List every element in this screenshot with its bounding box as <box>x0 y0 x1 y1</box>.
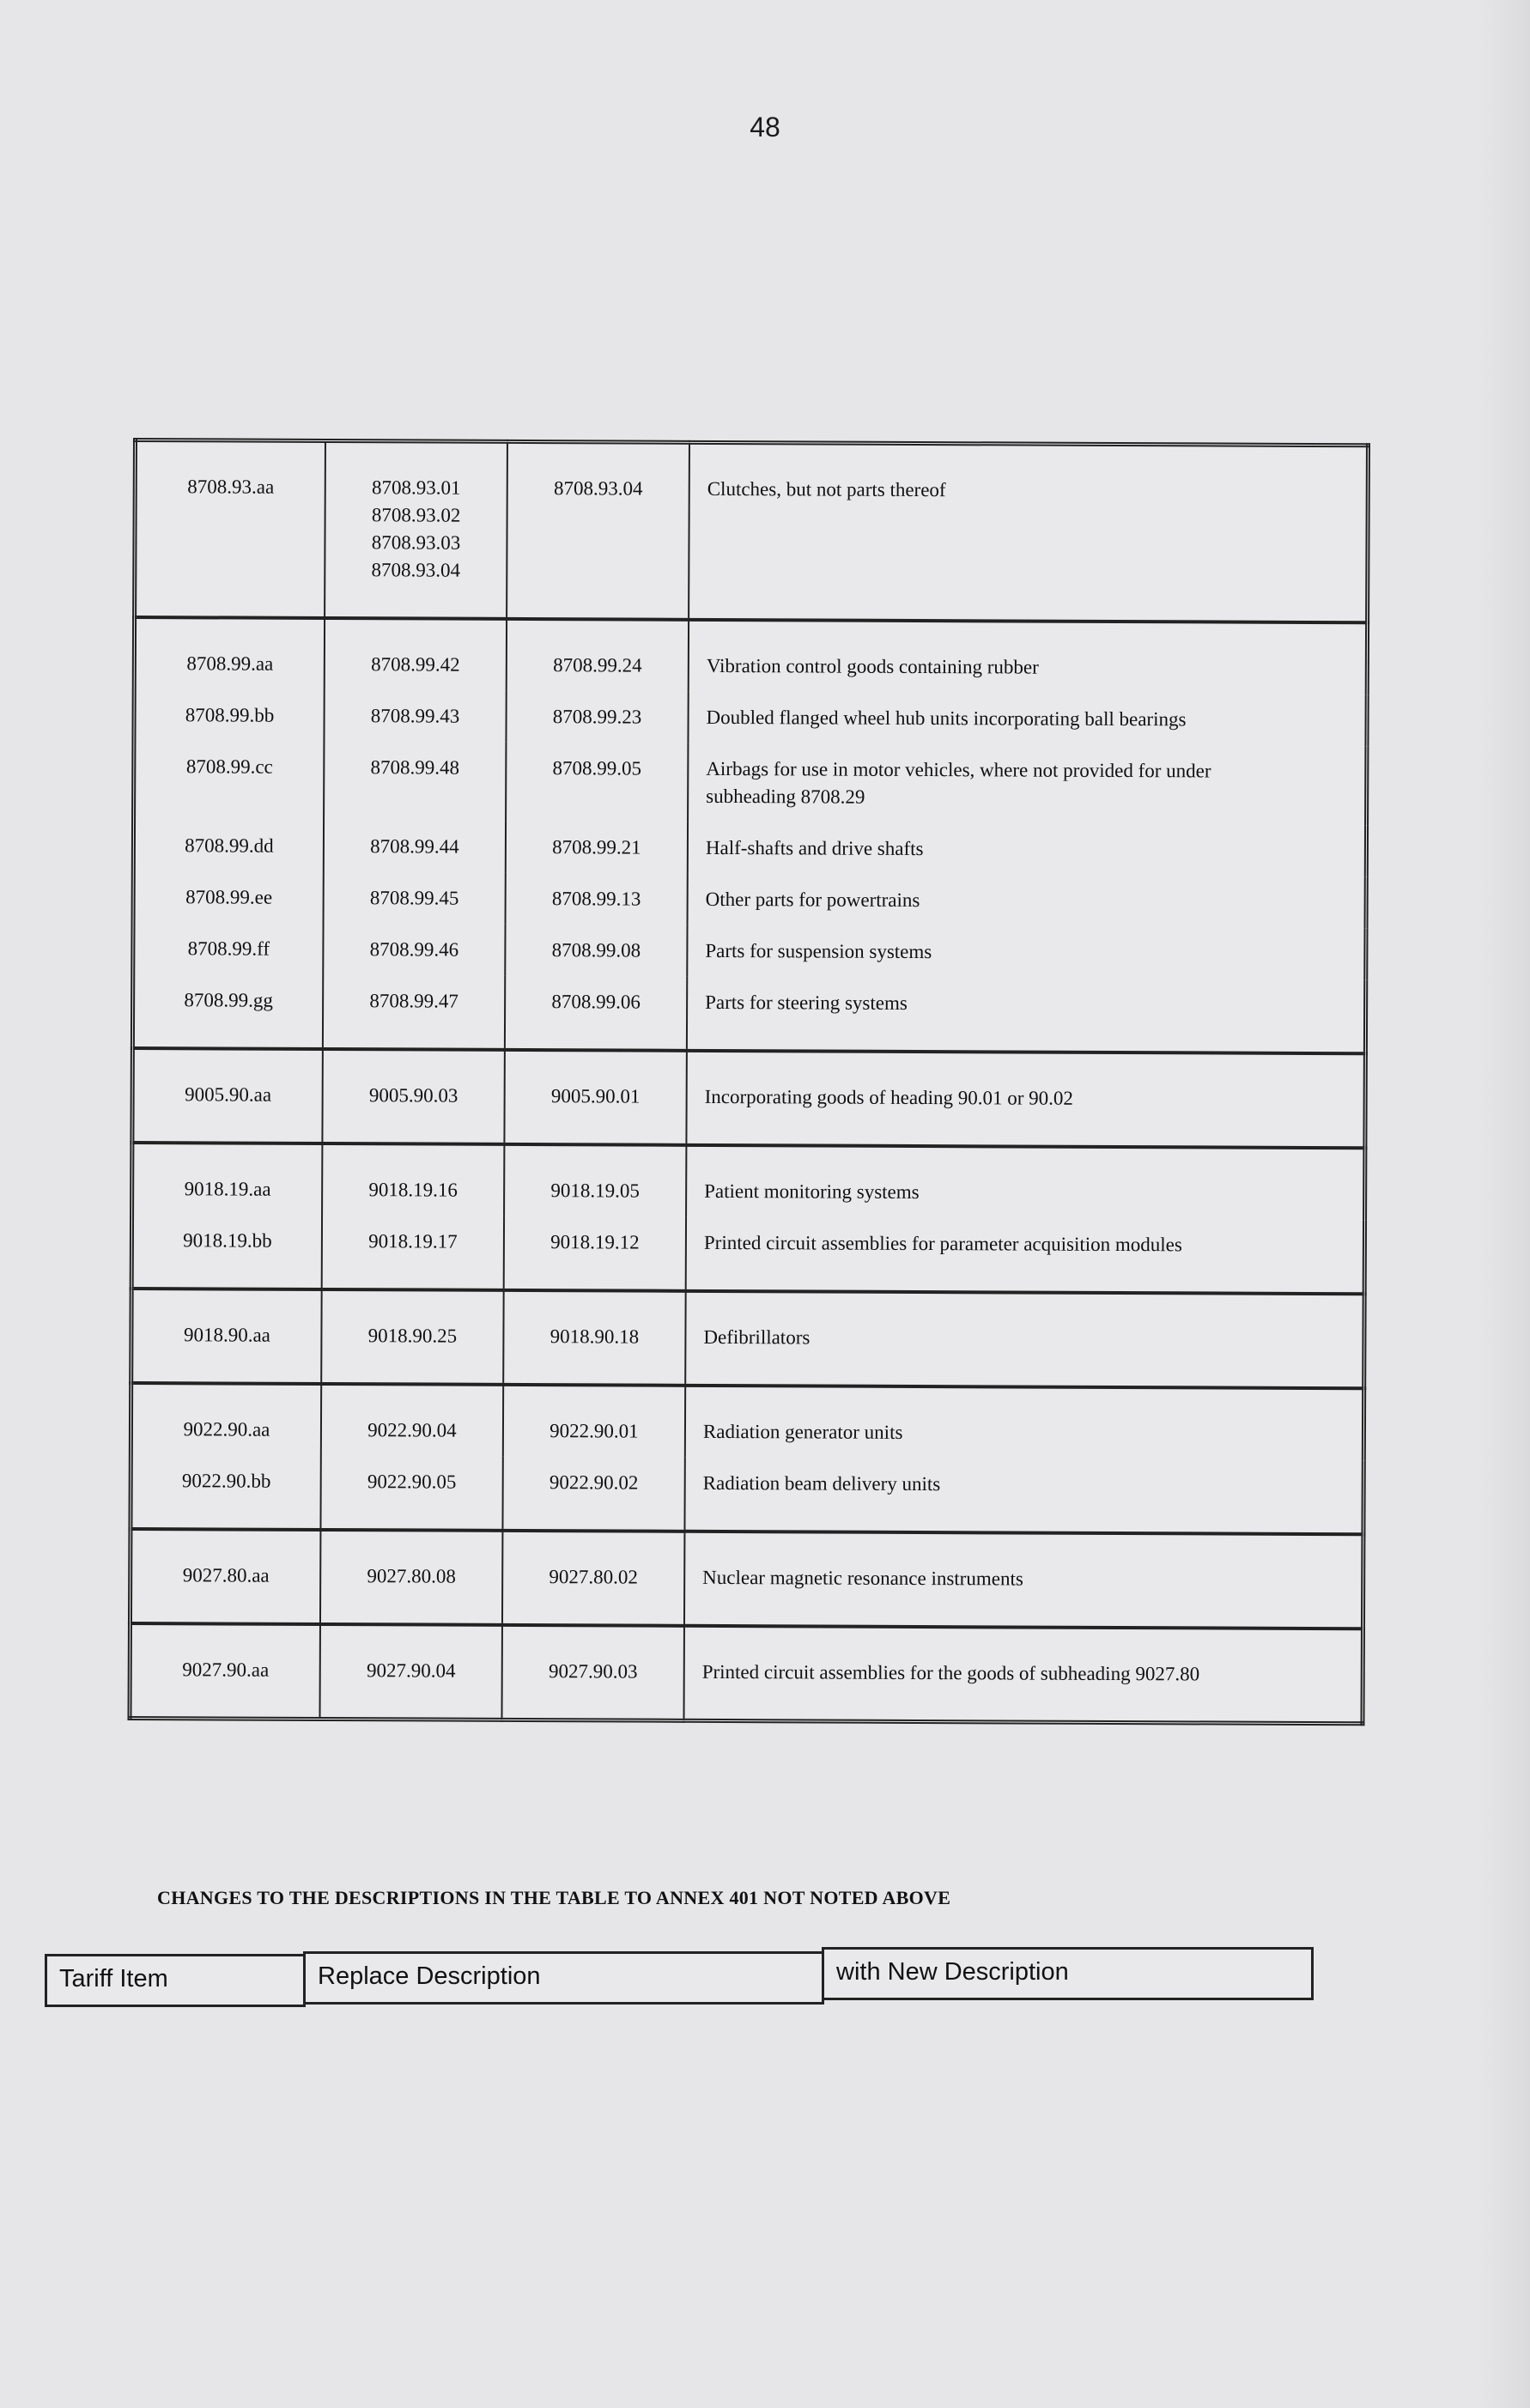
new-subheading-text: 9022.90.02 <box>549 1471 639 1494</box>
prior-subheading-line: 8708.99.44 <box>370 835 459 858</box>
tariff-item-cell <box>131 1383 321 1456</box>
description-cell <box>688 743 1367 825</box>
prior-subheading-line: 8708.99.46 <box>369 938 459 961</box>
prior-subheading-cell <box>325 618 507 691</box>
description-cell <box>686 1145 1365 1220</box>
prior-subheading-line: 8708.93.04 <box>371 559 461 581</box>
prior-subheading-cell <box>324 690 506 743</box>
description-line: Radiation generator units <box>702 1420 903 1443</box>
new-subheading-cell <box>505 925 687 977</box>
table-group <box>132 1048 1365 1148</box>
tariff-item-cell <box>134 617 325 690</box>
table-group <box>130 1529 1363 1629</box>
prior-subheading-line: 8708.99.42 <box>371 653 460 676</box>
new-subheading-text: 9018.19.12 <box>550 1231 640 1253</box>
table-row <box>134 741 1367 825</box>
prior-subheading-line: 9018.90.25 <box>367 1325 458 1347</box>
new-subheading-text: 8708.93.04 <box>553 477 643 500</box>
new-subheading-text: 8708.99.08 <box>551 939 641 961</box>
prior-subheading-line: 8708.99.43 <box>370 705 460 727</box>
description-cell <box>686 1051 1365 1148</box>
new-subheading-cell <box>506 873 688 925</box>
new-subheading-cell <box>503 1385 685 1458</box>
table-group <box>130 1623 1363 1724</box>
prior-subheading-cell <box>320 1456 502 1531</box>
prior-subheading-line: 8708.99.48 <box>370 756 460 779</box>
tariff-item-text: 9018.19.bb <box>183 1229 272 1252</box>
table-row <box>131 1289 1364 1388</box>
tariff-item-cell <box>131 1215 322 1289</box>
table-row <box>131 1455 1363 1534</box>
tariff-item-cell <box>130 1623 320 1719</box>
changes-table-header <box>45 1947 1315 2016</box>
new-subheading-cell <box>504 1144 686 1217</box>
new-subheading-cell <box>504 1216 686 1291</box>
description-cell <box>685 1386 1364 1460</box>
tariff-item-cell <box>132 1048 323 1143</box>
new-subheading-text: 9022.90.01 <box>549 1420 639 1442</box>
tariff-item-cell <box>130 1529 320 1624</box>
description-cell <box>689 442 1368 622</box>
description-line: subheading 8708.29 <box>706 785 865 808</box>
table-row <box>130 1623 1363 1724</box>
description-line: Radiation beam delivery units <box>702 1471 941 1495</box>
new-subheading-text: 9027.80.02 <box>549 1566 639 1588</box>
table-group <box>131 1143 1365 1294</box>
new-subheading-text: 9027.90.03 <box>548 1660 638 1683</box>
prior-subheading-cell <box>319 1624 501 1720</box>
tariff-item-cell <box>134 689 325 742</box>
description-line: Defibrillators <box>703 1325 811 1349</box>
table-group <box>132 617 1367 1053</box>
description-cell <box>687 977 1366 1053</box>
prior-subheading-line: 9027.90.04 <box>366 1659 456 1682</box>
table-row <box>130 1529 1363 1629</box>
prior-subheading-line: 9005.90.03 <box>368 1084 458 1107</box>
new-subheading-cell <box>505 976 687 1051</box>
tariff-concordance-table <box>127 438 1370 1726</box>
description-cell <box>688 692 1367 746</box>
tariff-item-text: 8708.99.gg <box>184 989 273 1011</box>
description-line: Printed circuit assemblies for the goods of subheading 9027.80 <box>701 1660 1200 1685</box>
description-line: Incorporating goods of heading 90.01 or 90.02 <box>704 1085 1073 1109</box>
prior-subheading-cell <box>324 872 506 925</box>
tariff-item-text: 9005.90.aa <box>185 1083 272 1106</box>
description-line: Patient monitoring systems <box>704 1180 920 1204</box>
description-line: Airbags for use in motor vehicles, where not provided for under <box>706 757 1211 782</box>
tariff-item-text: 8708.99.dd <box>185 834 274 857</box>
description-line: Nuclear magnetic resonance instruments <box>702 1566 1023 1590</box>
new-subheading-text: 9018.90.18 <box>549 1325 640 1348</box>
tariff-item-text: 8708.99.ee <box>185 886 273 908</box>
new-subheading-text: 8708.99.05 <box>552 757 642 779</box>
description-cell <box>687 925 1366 980</box>
description-line: Other parts for powertrains <box>705 888 920 912</box>
table-group <box>131 1289 1364 1388</box>
tariff-item-text: 8708.99.ff <box>187 937 270 960</box>
new-subheading-cell <box>501 1625 683 1720</box>
prior-subheading-cell <box>323 975 505 1050</box>
changes-section-heading: CHANGES TO THE DESCRIPTIONS IN THE TABLE TO ANNEX 401 NOT NOTED ABOVE <box>157 1887 951 1908</box>
description-cell <box>689 620 1368 694</box>
prior-subheading-cell <box>324 821 506 873</box>
prior-subheading-cell <box>322 1216 504 1290</box>
prior-subheading-cell <box>324 742 506 822</box>
description-line: Half-shafts and drive shafts <box>705 836 924 860</box>
new-subheading-cell <box>504 1050 686 1145</box>
header-new-description: with New Description <box>822 1947 1314 2000</box>
prior-subheading-cell <box>321 1289 503 1385</box>
description-cell <box>688 822 1367 876</box>
prior-subheading-line: 9022.90.05 <box>367 1471 457 1493</box>
description-line: Clutches, but not parts thereof <box>707 477 946 501</box>
new-subheading-cell <box>507 441 689 619</box>
tariff-item-cell <box>131 1289 322 1384</box>
description-line: Vibration control goods containing rubber <box>706 654 1039 678</box>
table-group <box>131 1383 1364 1534</box>
tariff-item-text: 9027.90.aa <box>182 1659 270 1681</box>
table-row <box>133 923 1366 980</box>
new-subheading-text: 8708.99.13 <box>551 888 641 910</box>
tariff-item-text: 9022.90.aa <box>183 1418 270 1441</box>
prior-subheading-cell <box>321 1384 503 1457</box>
prior-subheading-line: 8708.93.01 <box>371 476 461 499</box>
prior-subheading-line: 9018.19.17 <box>368 1230 458 1253</box>
prior-subheading-line: 8708.99.47 <box>369 990 458 1012</box>
new-subheading-cell <box>507 619 689 692</box>
prior-subheading-line: 8708.99.45 <box>369 887 459 909</box>
new-subheading-cell <box>506 743 688 822</box>
tariff-item-text: 8708.99.bb <box>185 704 275 726</box>
description-line: Doubled flanged wheel hub units incorporating ball bearings <box>706 706 1187 731</box>
tariff-item-text: 8708.99.cc <box>185 755 273 778</box>
header-tariff-item: Tariff Item <box>45 1954 306 2007</box>
tariff-item-cell <box>131 1455 321 1530</box>
table-row <box>134 689 1367 746</box>
prior-subheading-line: 8708.93.02 <box>371 504 461 526</box>
tariff-item-text: 9018.19.aa <box>184 1178 271 1200</box>
new-subheading-cell <box>506 691 688 743</box>
prior-subheading-line: 9022.90.04 <box>367 1419 457 1441</box>
tariff-item-cell <box>133 820 324 872</box>
header-replace-description: Replace Description <box>303 1951 824 2005</box>
description-cell <box>685 1291 1364 1388</box>
page-edge-shadow <box>1478 0 1530 2408</box>
new-subheading-text: 8708.99.21 <box>552 836 641 858</box>
tariff-item-cell <box>133 871 324 924</box>
new-subheading-text: 8708.99.23 <box>552 706 642 728</box>
prior-subheading-line: 9018.19.16 <box>368 1179 458 1201</box>
new-subheading-text: 8708.99.24 <box>553 654 642 676</box>
table-row <box>134 617 1367 694</box>
description-line: Printed circuit assemblies for parameter acquisition modules <box>703 1231 1182 1256</box>
table-row <box>135 440 1369 623</box>
new-subheading-cell <box>502 1531 684 1626</box>
table-row <box>131 1383 1363 1460</box>
table-row <box>132 1143 1365 1220</box>
prior-subheading-cell <box>322 1143 504 1216</box>
prior-subheading-cell <box>325 440 507 618</box>
prior-subheading-cell <box>322 1049 504 1144</box>
table-row <box>132 1048 1365 1148</box>
tariff-item-cell <box>135 440 325 618</box>
new-subheading-cell <box>503 1290 685 1386</box>
tariff-item-text: 9027.80.aa <box>182 1564 270 1586</box>
description-cell <box>686 1217 1365 1294</box>
table-row <box>133 820 1366 876</box>
table-row <box>131 1215 1364 1294</box>
new-subheading-cell <box>502 1457 684 1532</box>
new-subheading-cell <box>506 822 688 874</box>
prior-subheading-line: 9027.80.08 <box>367 1565 457 1587</box>
tariff-item-cell <box>134 741 325 821</box>
tariff-item-cell <box>132 1143 323 1216</box>
tariff-item-text: 8708.93.aa <box>187 476 275 498</box>
description-line: Parts for steering systems <box>705 991 908 1014</box>
table-row <box>132 974 1365 1053</box>
description-line: Parts for suspension systems <box>705 939 932 963</box>
description-cell <box>684 1532 1363 1629</box>
tariff-item-text: 8708.99.aa <box>186 652 274 675</box>
description-cell <box>684 1458 1363 1534</box>
prior-subheading-cell <box>323 924 505 976</box>
prior-subheading-cell <box>320 1530 502 1625</box>
tariff-item-cell <box>133 923 324 975</box>
page-number: 48 <box>750 112 780 143</box>
table-group <box>135 440 1369 623</box>
tariff-item-cell <box>132 974 323 1049</box>
new-subheading-text: 8708.99.06 <box>551 991 641 1013</box>
new-subheading-text: 9005.90.01 <box>550 1085 641 1107</box>
prior-subheading-line: 8708.93.03 <box>371 531 461 554</box>
tariff-item-text: 9018.90.aa <box>183 1324 270 1346</box>
table-row <box>133 871 1366 928</box>
description-cell <box>683 1626 1363 1724</box>
tariff-item-text: 9022.90.bb <box>181 1470 271 1492</box>
description-cell <box>688 874 1367 928</box>
new-subheading-text: 9018.19.05 <box>550 1180 640 1202</box>
